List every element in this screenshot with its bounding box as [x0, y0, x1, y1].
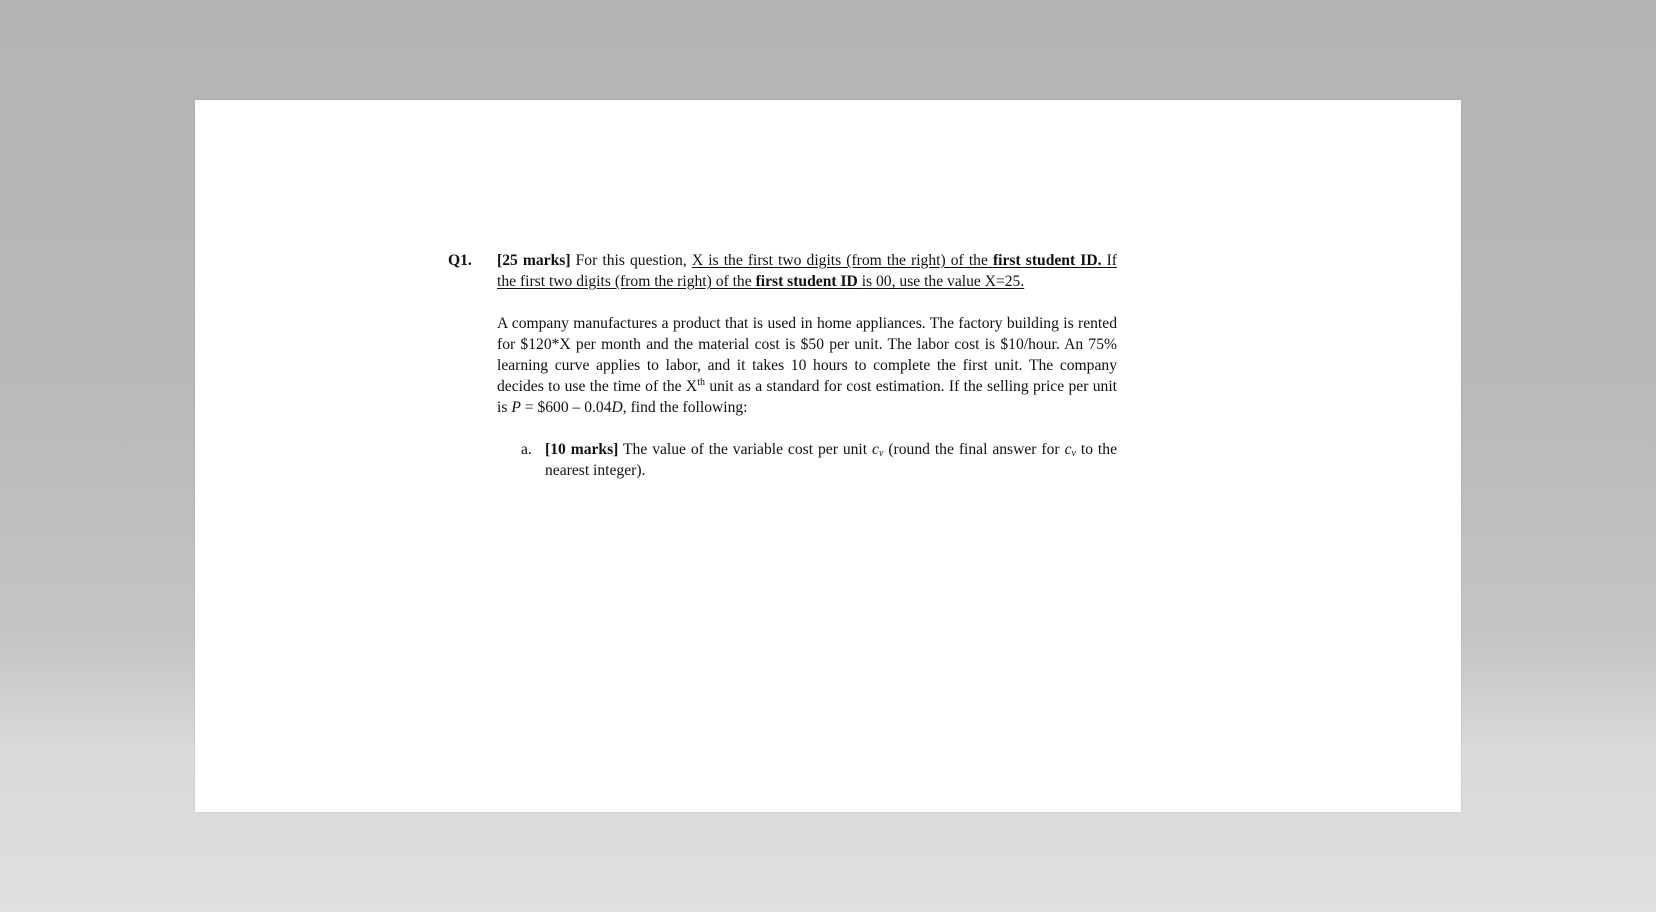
intro-text-1: For this question,	[575, 252, 687, 269]
sub-question-marks: [10 marks]	[545, 441, 619, 458]
question-marks: [25 marks]	[497, 252, 571, 269]
question-intro	[497, 250, 1117, 292]
intro-emphasis-id: first student ID.	[992, 252, 1102, 269]
ordinal-superscript: th	[697, 377, 705, 388]
variable-cost-symbol-2: $c_v$	[1064, 441, 1076, 459]
document-page	[195, 100, 1461, 812]
sub-question-letter: a.	[521, 441, 532, 458]
variable-cost-symbol: $c_v$	[872, 441, 884, 459]
question-q1	[448, 250, 1118, 481]
price-variable: P	[511, 399, 521, 416]
sub-question-text: [10 marks] The value of the variable cost per unit $c_v$ (round the final answer for $c_v$ to the nearest integer).	[545, 441, 1117, 479]
problem-statement: A company manufactures a product that is used in home appliances. The factory building is rented for $120*X per month and the material cost is $50 per unit. The labor cost is $10/hour. An 75% learning curve applies to labor, and it takes 10 hours to complete the first unit. The company decides to use the time of the Xth unit as a standard for cost estimation. If the selling price per unit is P = $600 – 0.04D, find the following:	[497, 315, 1118, 416]
sub-question-a	[497, 439, 1117, 481]
demand-variable: D	[611, 399, 623, 416]
intro-emphasis-id-2: first student ID	[755, 273, 858, 290]
intro-underlined-1: X is the first two digits (from the right) of the first student ID. If the first two digits (from the right) of the first student ID is 00, use the value X=25.	[497, 252, 1117, 290]
question-number: Q1.	[448, 252, 472, 269]
